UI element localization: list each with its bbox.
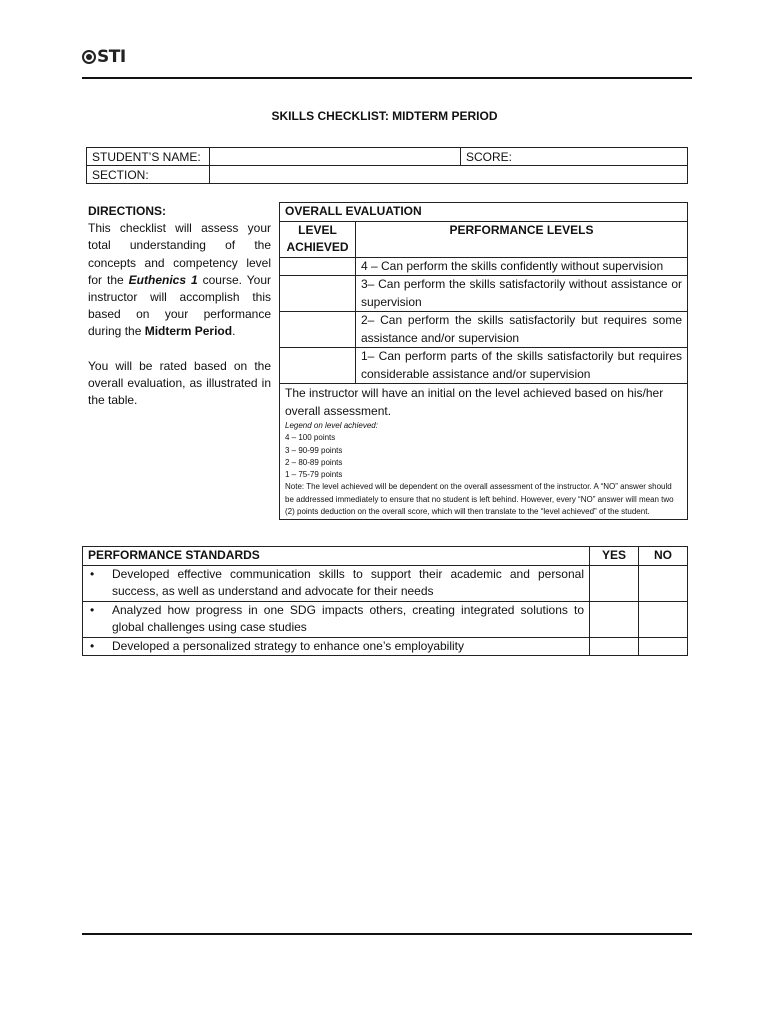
standard-row xyxy=(83,637,590,656)
no-header: NO xyxy=(639,547,688,566)
score-label: SCORE: xyxy=(461,148,688,166)
legend-item: 4 – 100 points xyxy=(285,433,336,443)
level-3-cell[interactable] xyxy=(280,276,356,312)
level-1-cell[interactable] xyxy=(280,348,356,384)
standard-text: Developed a personalized strategy to enhance one’s employability xyxy=(112,638,465,653)
directions-heading: DIRECTIONS: xyxy=(88,204,166,218)
level-4-cell[interactable] xyxy=(280,257,356,276)
bullet-icon: • xyxy=(90,602,95,617)
no-cell[interactable] xyxy=(639,565,688,601)
sti-logo xyxy=(82,47,126,67)
legend-item: 2 – 80-89 points xyxy=(285,457,343,467)
student-name-label: STUDENT’S NAME: xyxy=(87,148,210,166)
performance-standards-table xyxy=(82,546,688,656)
page-title: SKILLS CHECKLIST: MIDTERM PERIOD xyxy=(271,109,498,123)
section-label: SECTION: xyxy=(87,166,210,184)
level-3-description: 3– Can perform the skills satisfactorily without assistance or supervision xyxy=(356,276,688,312)
logo-mark-icon xyxy=(82,50,96,64)
yes-header: YES xyxy=(590,547,639,566)
course-name: Euthenics 1 xyxy=(128,272,198,287)
period-name: Midterm Period xyxy=(144,324,233,339)
overall-evaluation-heading: OVERALL EVALUATION xyxy=(280,203,688,222)
performance-levels-header: PERFORMANCE LEVELS xyxy=(356,221,688,257)
directions xyxy=(88,203,271,409)
level-2-cell[interactable] xyxy=(280,312,356,348)
section-field[interactable] xyxy=(210,166,688,184)
directions-paragraph-1: This checklist will assess your total understanding of the concepts and competency level for the Euthenics 1 course. Your instructor will accomplish this based on your performance during the Midterm Period. xyxy=(88,221,271,339)
standard-text: Developed effective communication skills to support their academic and personal success, as well as understand and advocate for their needs xyxy=(112,566,584,598)
directions-paragraph-2: You will be rated based on the overall evaluation, as illustrated in the table. xyxy=(88,358,271,408)
overall-evaluation-table xyxy=(279,202,688,520)
level-4-description: 4 – Can perform the skills confidently without supervision xyxy=(356,257,688,276)
no-cell[interactable] xyxy=(639,637,688,656)
logo-text: STI xyxy=(97,47,126,67)
student-name-field[interactable] xyxy=(210,148,461,166)
standard-row xyxy=(83,601,590,637)
performance-standards-heading: PERFORMANCE STANDARDS xyxy=(83,547,590,566)
standard-row xyxy=(83,565,590,601)
yes-cell[interactable] xyxy=(590,601,639,637)
legend-item: 1 – 75-79 points xyxy=(285,470,343,480)
instructor-note: The instructor will have an initial on the level achieved based on his/her overall assessment. xyxy=(285,386,664,418)
yes-cell[interactable] xyxy=(590,565,639,601)
deduction-note: Note: The level achieved will be dependent on the overall assessment of the instructor. A “NO” answer should be addressed immediately to ensure that no student is left behind. However, every “NO” answer will mean two (2) points deduction on the overall score, which will then translate to the “level achieved” of the student. xyxy=(285,482,674,517)
bullet-icon: • xyxy=(90,638,95,653)
level-2-description: 2– Can perform the skills satisfactorily but requires some assistance and/or supervision xyxy=(356,312,688,348)
student-info-table xyxy=(86,147,688,184)
level-1-description: 1– Can perform parts of the skills satisfactorily but requires considerable assistance and/or supervision xyxy=(356,348,688,384)
bullet-icon: • xyxy=(90,566,95,581)
standard-text: Analyzed how progress in one SDG impacts others, creating integrated solutions to global challenges using case studies xyxy=(112,602,584,634)
level-achieved-header: LEVEL ACHIEVED xyxy=(280,221,356,257)
legend-item: 3 – 90-99 points xyxy=(285,445,343,455)
no-cell[interactable] xyxy=(639,601,688,637)
footer-rule xyxy=(82,933,692,935)
yes-cell[interactable] xyxy=(590,637,639,656)
evaluation-notes xyxy=(280,384,688,520)
header-rule xyxy=(82,77,692,79)
legend-heading: Legend on level achieved: xyxy=(285,421,378,430)
